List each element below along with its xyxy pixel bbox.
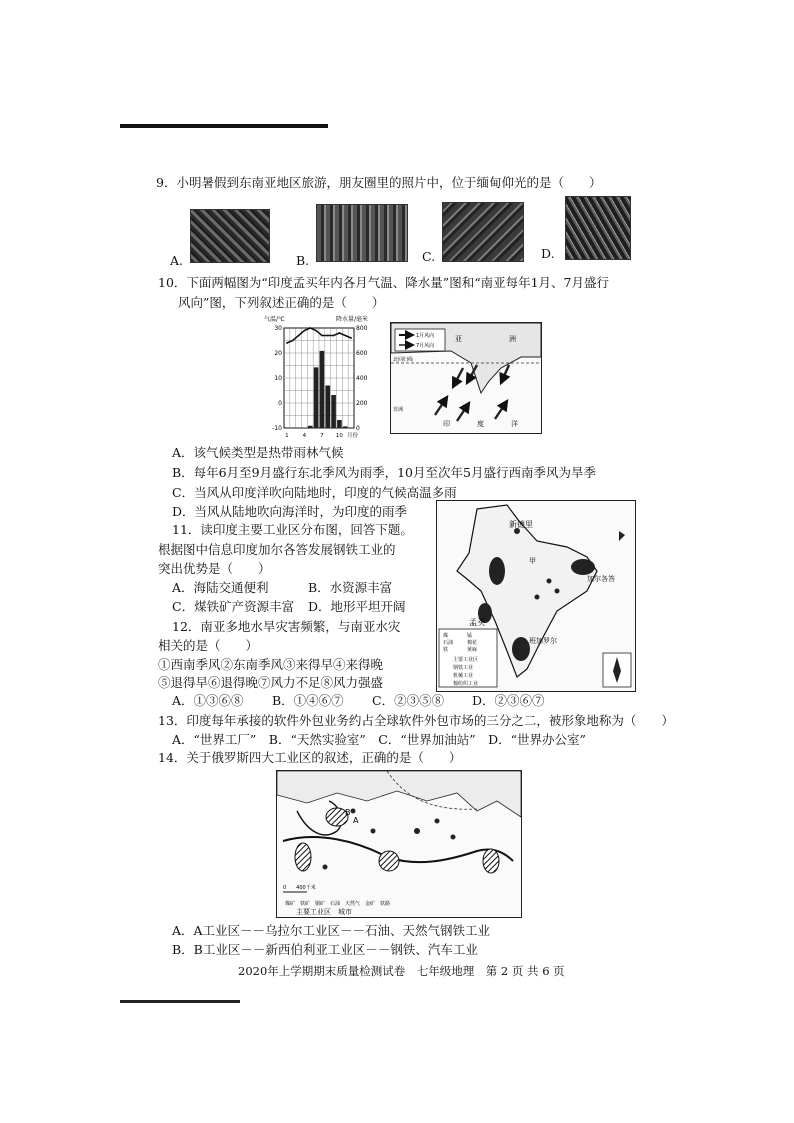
- q12-option-a[interactable]: A．①③⑥⑧: [172, 693, 244, 708]
- temperature-point: [298, 335, 300, 337]
- wind-map-label-du: 度: [477, 420, 484, 428]
- wind-map-label-zhou: 洲: [509, 335, 516, 343]
- wind-legend-jul: 7月风向: [416, 343, 435, 349]
- wind-map-label-tropic: 北回归线: [393, 357, 414, 363]
- q9-photo-d[interactable]: [565, 196, 631, 260]
- climate-x-tick: 月份: [347, 433, 359, 439]
- q14-option-a[interactable]: A．A工业区－－乌拉尔工业区－－石油、天然气钢铁工业: [172, 923, 491, 938]
- q12-option-d[interactable]: D．②③⑥⑦: [472, 693, 545, 708]
- climate-right-tick: 0: [356, 425, 360, 432]
- russia-industry-map: [276, 770, 522, 918]
- india-legend-steel: 钢铁工业: [453, 665, 474, 671]
- india-map-city-delhi: 新德里: [509, 520, 533, 529]
- precip-bar: [308, 426, 313, 428]
- temperature-point: [321, 335, 323, 337]
- climate-right-tick: 800: [356, 325, 368, 332]
- q9-option-b-label: B.: [296, 253, 310, 268]
- q10-stem-line1: 10．下面两幅图为“印度孟买年内各月气温、降水量”图和“南亚每年1月、7月盛行: [158, 275, 609, 290]
- temperature-point: [339, 332, 341, 334]
- wind-map-label-yang: 洋: [511, 420, 518, 428]
- climate-right-tick: 200: [356, 400, 368, 407]
- q10-option-c[interactable]: C．当风从印度洋吹向陆地时，印度的气候高温多雨: [172, 485, 457, 500]
- temperature-point: [350, 337, 352, 339]
- india-map-label-jia: 甲: [529, 557, 536, 565]
- q10-option-b[interactable]: B．每年6月至9月盛行东北季风为雨季，10月至次年5月盛行西南季风为旱季: [172, 465, 596, 480]
- q12-stem-line1: 12．南亚多地水旱灾害频繁，与南亚水灾: [172, 619, 401, 634]
- russia-map-label-a: A: [353, 816, 359, 825]
- temperature-point: [344, 335, 346, 337]
- temperature-point: [304, 330, 306, 332]
- climate-left-tick: 10: [274, 375, 282, 382]
- q9-option-d-label: D.: [541, 246, 555, 261]
- q12-option-b[interactable]: B．①④⑥⑦: [272, 693, 344, 708]
- q9-photo-b[interactable]: [316, 204, 408, 262]
- climate-x-tick: 7: [320, 433, 324, 439]
- india-legend-coal: 煤: [443, 633, 449, 639]
- climate-right-tick: 600: [356, 350, 368, 357]
- top-scan-bar: [120, 124, 328, 128]
- india-legend-industry: 主要工业区: [453, 657, 479, 663]
- q11-option-d[interactable]: D．地形平坦开阔: [308, 599, 406, 614]
- temperature-point: [315, 330, 317, 332]
- precip-bar: [337, 420, 342, 428]
- india-legend-jute: 黄麻: [467, 647, 478, 653]
- q10-stem-line2: 风向”图，下列叙述正确的是（ ）: [178, 295, 385, 310]
- south-asia-wind-map: [390, 322, 542, 434]
- climate-right-axis-label: 降水量/毫米: [336, 316, 369, 323]
- climate-left-tick: 30: [274, 325, 282, 332]
- q9-photo-c[interactable]: [442, 202, 524, 262]
- india-legend-cotton: 棉花: [467, 640, 478, 646]
- precip-bar: [331, 395, 336, 428]
- q10-option-a[interactable]: A．该气候类型是热带雨林气候: [172, 445, 344, 460]
- q11-option-c[interactable]: C．煤铁矿产资源丰富: [172, 599, 295, 614]
- q13-stem: 13．印度每年承接的软件外包业务约占全球软件外包市场的三分之二，被形象地称为（ ）: [158, 713, 674, 728]
- bottom-scan-bar: [120, 1000, 240, 1003]
- temperature-point: [327, 335, 329, 337]
- precip-bar: [320, 351, 325, 428]
- wind-map-label-feizhou: 非洲: [393, 407, 404, 413]
- precip-bar: [325, 386, 330, 429]
- climate-x-tick: 4: [302, 433, 307, 439]
- temperature-point: [286, 342, 288, 344]
- russia-legend-line1: 煤矿 铁矿 铜矿 石油 天然气 金矿 铁路: [285, 901, 391, 907]
- climate-left-axis-label: 气温/℃: [264, 316, 285, 323]
- india-legend-iron: 铁: [443, 647, 449, 653]
- q11-option-b[interactable]: B．水资源丰富: [308, 580, 393, 595]
- climate-x-tick: 10: [335, 433, 343, 439]
- q12-stem-line2: 相关的是（ ）: [158, 638, 259, 653]
- climate-left-tick: 20: [274, 350, 282, 357]
- precip-bar: [314, 367, 319, 428]
- climate-right-tick: 400: [356, 375, 368, 382]
- russia-legend-line2: 主要工业区 城市: [296, 908, 352, 916]
- q9-option-a-label: A.: [170, 253, 184, 268]
- india-map-city-mumbai: 孟买: [469, 618, 485, 627]
- precip-bar: [343, 426, 348, 428]
- q12-option-c[interactable]: C．②③⑤⑧: [372, 693, 445, 708]
- india-map-city-kolkata: 加尔各答: [587, 575, 615, 583]
- q13-options[interactable]: A．“世界工厂” B．“天然实验室” C．“世界加油站” D．“世界办公室”: [172, 732, 586, 747]
- wind-map-label-ya: 亚: [455, 335, 462, 343]
- climate-left-tick: 0: [278, 400, 282, 407]
- q14-stem: 14．关于俄罗斯四大工业区的叙述，正确的是（ ）: [158, 750, 462, 765]
- india-legend-manganese: 锰: [467, 633, 473, 639]
- wind-legend-jan: 1月风向: [416, 333, 435, 339]
- q9-stem: 9．小明暑假到东南亚地区旅游，朋友圈里的照片中，位于缅甸仰光的是（ ）: [156, 175, 602, 190]
- q11-stem-line2: 根据图中信息印度加尔各答发展钢铁工业的: [158, 542, 396, 557]
- russia-map-scale: 0 400千米: [283, 885, 316, 891]
- russia-map-label-b: B: [345, 808, 351, 817]
- q12-items-line2: ⑤退得早⑥退得晚⑦风力不足⑧风力强盛: [158, 675, 384, 690]
- climate-left-tick: -10: [272, 425, 282, 432]
- q12-items-line1: ①西南季风②东南季风③来得早④来得晚: [158, 657, 384, 672]
- wind-map-label-yin: 印: [443, 420, 450, 428]
- india-legend-machinery: 机械工业: [453, 673, 474, 679]
- q11-stem-line1: 11．读印度主要工业区分布图，回答下题。: [172, 522, 413, 537]
- temperature-point: [309, 327, 311, 329]
- q11-stem-line3: 突出优势是（ ）: [158, 561, 271, 576]
- q14-option-b[interactable]: B．B工业区－－新西伯利亚工业区－－钢铁、汽车工业: [172, 942, 478, 957]
- climate-x-tick: 1: [285, 433, 289, 439]
- page-footer: 2020年上学期期末质量检测试卷 七年级地理 第 2 页 共 6 页: [238, 964, 565, 978]
- temperature-point: [292, 340, 294, 342]
- q11-option-a[interactable]: A．海陆交通便利: [172, 580, 269, 595]
- india-map-city-bangalore: 班加罗尔: [529, 637, 557, 645]
- q9-photo-a[interactable]: [190, 209, 270, 263]
- india-industry-map: [436, 500, 636, 692]
- q10-option-d[interactable]: D．当风从陆地吹向海洋时，为印度的雨季: [172, 504, 408, 519]
- temperature-point: [333, 335, 335, 337]
- climate-chart: [262, 314, 378, 444]
- india-legend-textile: 棉纺织工业: [453, 681, 479, 687]
- india-legend-oil: 石油: [443, 640, 454, 646]
- q9-option-c-label: C.: [422, 249, 436, 264]
